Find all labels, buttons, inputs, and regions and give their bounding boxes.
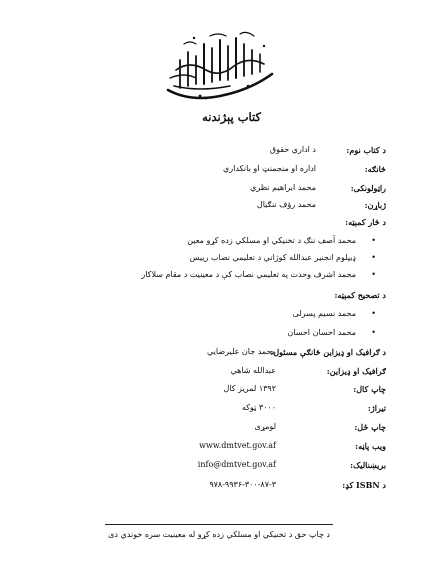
field-book-name	[46, 145, 386, 159]
field-translator	[46, 200, 386, 214]
bullet-icon: •	[371, 328, 376, 337]
field-department	[46, 164, 386, 178]
detail-label: تیراژ:	[367, 403, 386, 413]
email-link[interactable]: info@dmtvet.gov.af	[197, 460, 276, 469]
detail-label: د ګرافیک او ډیزاین څانګې مسئول:	[270, 347, 386, 357]
detail-label: چاپ کال:	[353, 384, 386, 394]
field-label: راټولونکی:	[350, 183, 386, 193]
detail-print-year	[46, 384, 386, 398]
website-link[interactable]: www.dmtvet.gov.af	[199, 441, 276, 450]
field-value: د اداري حقوق	[269, 145, 316, 154]
member-name: محمد اشرف وحدت په تعلیمي نصاب کې د معینیت د مقام سلاکار	[141, 270, 356, 279]
member-name: محمد نسیم پسرلی	[292, 309, 356, 318]
detail-graphics-head	[46, 347, 386, 361]
bullet-icon: •	[371, 253, 376, 262]
detail-label: ګرافیک او ډیزاین:	[326, 366, 386, 376]
detail-value: لومړی	[254, 422, 276, 431]
detail-value: ۱۳۹۲ لمریز کال	[223, 384, 276, 393]
member-name: ډیپلوم انجنیر عبدالله کوژاني د تعلیمي نصاب رییس	[189, 253, 356, 262]
copyright-notice: د چاپ حق د تخنیکي او مسلکي زده کړو له معینیت سره خوندي دی	[108, 530, 330, 539]
review-committee-heading: د څار کمېټه:	[345, 217, 386, 227]
detail-edition	[46, 422, 386, 436]
correction-committee-heading: د تصحیح کمېټه:	[334, 290, 386, 300]
detail-value: ۹۷۸-۹۹۳۶-۳۰۰-۸۷-۳	[209, 480, 276, 489]
detail-email	[46, 460, 386, 474]
detail-isbn	[46, 480, 386, 494]
detail-website	[46, 441, 386, 455]
list-item	[56, 309, 376, 323]
detail-label: بریښنالیک:	[350, 460, 386, 470]
bismillah-calligraphy	[160, 30, 280, 106]
divider	[105, 524, 333, 525]
field-value: اداره او منجمنټ او بانکداري	[222, 164, 316, 173]
list-item	[56, 236, 376, 250]
field-value: محمد ابراهیم نظري	[250, 183, 316, 192]
page-title: کتاب پېژندنه	[202, 110, 261, 124]
list-item	[56, 270, 376, 284]
detail-value: عبدالله شاهي	[230, 366, 276, 375]
field-value: محمد رؤف ننګیال	[256, 200, 316, 209]
bullet-icon: •	[371, 309, 376, 318]
list-item	[56, 328, 376, 342]
field-label: د کتاب نوم:	[346, 145, 386, 155]
detail-label: ویب پاڼه:	[355, 441, 386, 451]
detail-graphics-design	[46, 366, 386, 380]
detail-label: د ISBN کډ:	[342, 480, 386, 490]
detail-print-run	[46, 403, 386, 417]
detail-label: چاپ ځل:	[354, 422, 386, 432]
member-name: محمد احسان احسان	[287, 328, 356, 337]
detail-value: محمد جان علیرضایي	[207, 347, 276, 356]
detail-value: ۳۰۰۰ ټوکه	[241, 403, 276, 412]
field-label: څانګه:	[364, 164, 386, 174]
bullet-icon: •	[371, 270, 376, 279]
field-compiler	[46, 183, 386, 197]
bullet-icon: •	[371, 236, 376, 245]
list-item	[56, 253, 376, 267]
member-name: محمد آصف ننګ د تخنیکي او مسلکي زده کړو معین	[187, 236, 356, 245]
field-label: ژباړن:	[364, 200, 386, 210]
